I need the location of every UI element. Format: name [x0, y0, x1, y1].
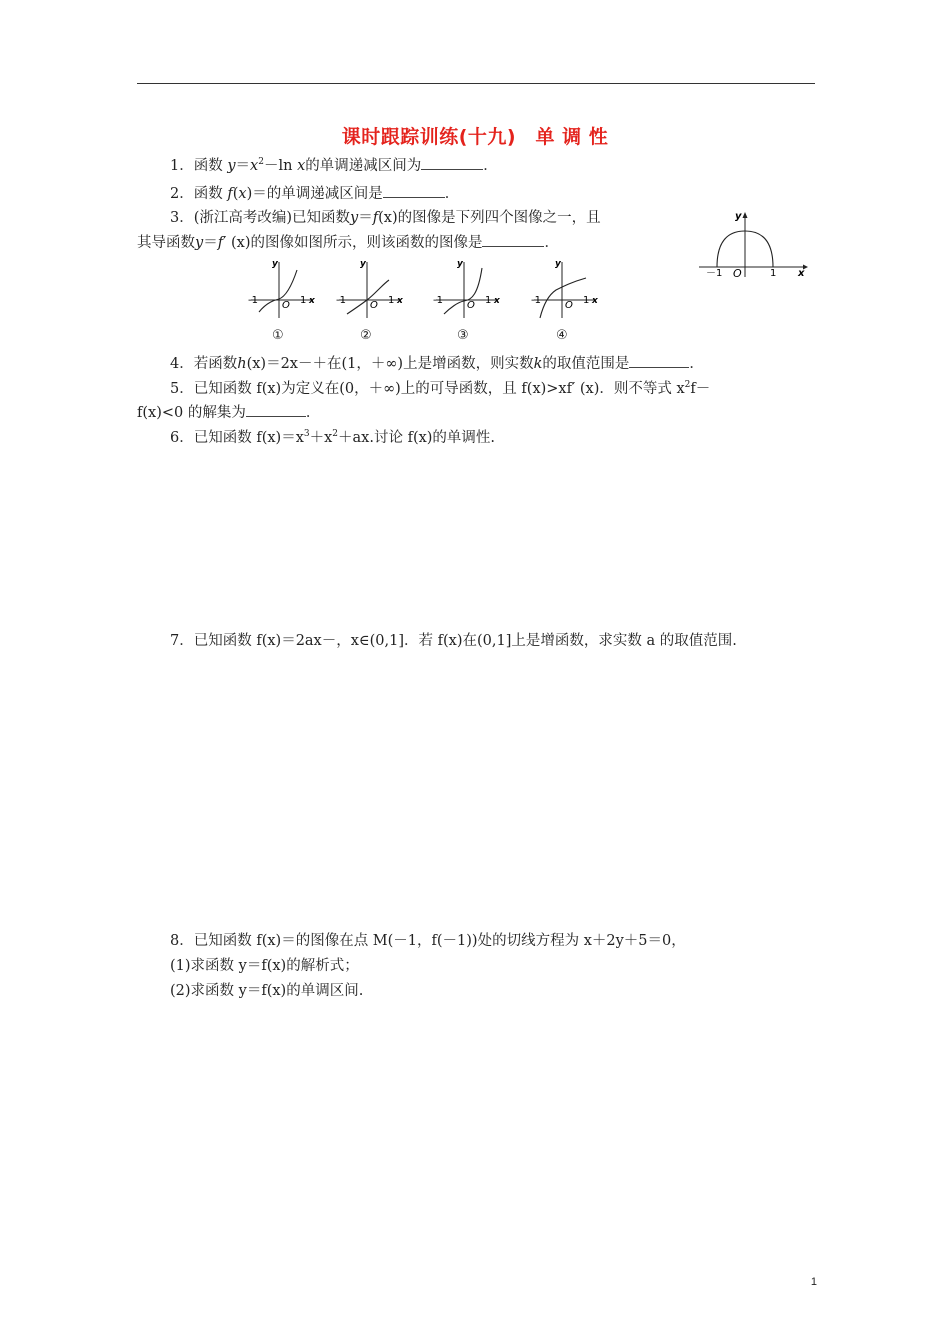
question-7: 7．已知函数 f(x)＝2ax－，x∈(0,1]．若 f(x)在(0,1]上是增函数，求实数 a 的取值范围. [170, 633, 737, 649]
svg-text:1: 1 [388, 295, 395, 306]
svg-text:x: x [592, 296, 598, 306]
svg-text:1: 1 [300, 295, 307, 306]
svg-text:O: O [282, 300, 290, 311]
svg-text:1: 1 [583, 295, 590, 306]
y-axis-arrow [743, 212, 748, 218]
svg-text:y: y [555, 259, 561, 269]
y-axis-label: y [735, 211, 742, 222]
svg-text:-1: -1 [336, 295, 346, 306]
page-title: 课时跟踪训练(十九) 单 调 性 [341, 126, 609, 148]
answer-blank[interactable] [383, 184, 445, 198]
question-5-line-2: f(x)<0 的解集为 ． [137, 405, 321, 421]
svg-text:x: x [494, 296, 500, 306]
graph-label-4: ④ [556, 328, 568, 343]
svg-text:O: O [370, 300, 378, 311]
question-2: 2．函数 f(x)＝的单调递减区间是 ． [170, 186, 460, 202]
header-rule [137, 83, 815, 84]
curve [444, 268, 482, 314]
question-5-line-1: 5．已知函数 f(x)为定义在(0，＋∞)上的可导函数，且 f(x)>xf′ (x)．则不等式 $x^2f-$ [170, 380, 711, 397]
graph-label-1: ① [272, 328, 284, 343]
graph-option-4 [528, 256, 598, 326]
question-3-line-1: 3．(浙江高考改编)已知函数y＝f(x)的图像是下列四个图像之一，且 [170, 210, 601, 226]
svg-text:-1: -1 [248, 295, 258, 306]
answer-blank[interactable] [629, 354, 689, 368]
origin-label: O [733, 267, 742, 280]
graph-option-3 [430, 256, 500, 326]
svg-text:y: y [272, 259, 278, 269]
svg-text:x: x [397, 296, 403, 306]
svg-text:1: 1 [485, 295, 492, 306]
svg-text:-1: -1 [531, 295, 541, 306]
page-number: 1 [810, 1276, 817, 1288]
question-8-part-1: (1)求函数 y＝f(x)的解析式； [170, 958, 359, 974]
answer-blank[interactable] [482, 233, 544, 247]
graph-label-3: ③ [457, 328, 469, 343]
question-1: 1．函数 $y=x^2-\ln$ x的单调递减区间为 ． [170, 157, 498, 174]
svg-text:-1: -1 [433, 295, 443, 306]
answer-blank[interactable] [246, 403, 306, 417]
question-8-line-1: 8．已知函数 f(x)＝的图像在点 M(－1，f(－1))处的切线方程为 x＋2y＋5＝0， [170, 933, 686, 949]
question-3-line-2: 其导函数y＝f′ (x)的图像如图所示，则该函数的图像是 ． [137, 235, 559, 251]
graph-option-2 [333, 256, 403, 326]
graph-label-2: ② [360, 328, 372, 343]
tick-label-1: 1 [770, 268, 777, 279]
derivative-graph [695, 205, 813, 281]
svg-text:O: O [467, 300, 475, 311]
curve [259, 270, 297, 312]
x-axis-label: x [798, 268, 805, 279]
svg-text:O: O [565, 300, 573, 311]
svg-text:y: y [360, 259, 366, 269]
answer-blank[interactable] [421, 156, 483, 170]
curve [540, 278, 586, 318]
svg-text:y: y [457, 259, 463, 269]
question-8-part-2: (2)求函数 y＝f(x)的单调区间. [170, 983, 364, 999]
question-4: 4．若函数h(x)＝2x－＋在(1，＋∞)上是增函数，则实数k的取值范围是 ． [170, 356, 704, 372]
question-6: 6．已知函数 $f(x)=x^3+x^2+ax$.讨论 f(x)的单调性. [170, 429, 496, 446]
curve [347, 280, 389, 314]
svg-text:x: x [309, 296, 315, 306]
graph-option-1 [245, 256, 315, 326]
tick-label-neg1: －1 [706, 268, 723, 279]
